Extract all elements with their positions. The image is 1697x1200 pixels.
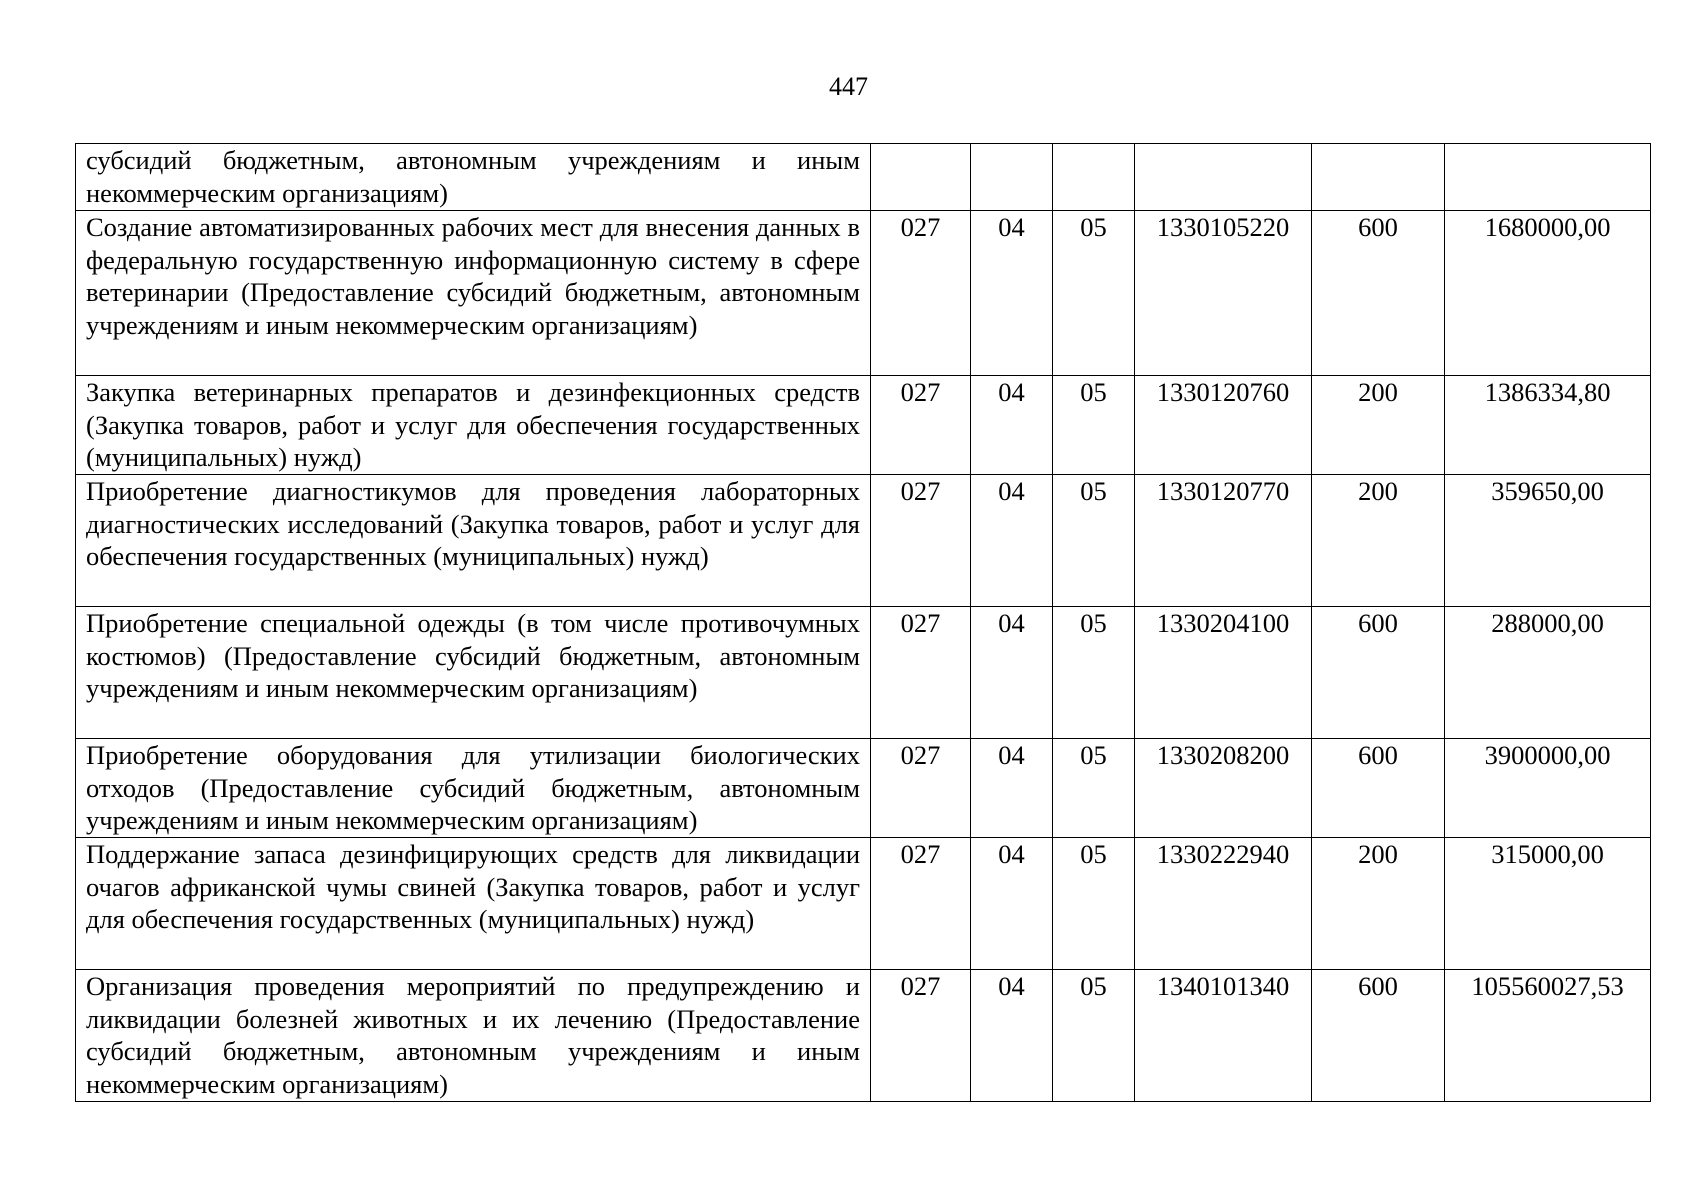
cell-section	[971, 144, 1053, 211]
table-row	[76, 144, 1651, 211]
table-row	[76, 739, 1651, 838]
cell-amount	[1445, 144, 1651, 211]
table-row	[76, 475, 1651, 607]
table-row	[76, 970, 1651, 1102]
row-description: субсидий бюджетным, автономным учреждениям и иным некоммерческим организациям)	[76, 144, 871, 211]
cell-section: 04	[971, 739, 1053, 838]
cell-ved: 027	[871, 607, 971, 739]
cell-expense-type	[1312, 144, 1445, 211]
cell-expense-type: 600	[1312, 970, 1445, 1102]
cell-amount: 315000,00	[1445, 838, 1651, 970]
row-description: Приобретение оборудования для утилизации биологических отходов (Предоставление субсидий бюджетным, автономным учреждениям и иным некоммерческим организациям)	[76, 739, 871, 838]
cell-section: 04	[971, 607, 1053, 739]
cell-subsection: 05	[1053, 970, 1135, 1102]
cell-subsection: 05	[1053, 211, 1135, 376]
cell-amount: 105560027,53	[1445, 970, 1651, 1102]
cell-section: 04	[971, 838, 1053, 970]
cell-ved	[871, 144, 971, 211]
cell-target-article: 1340101340	[1135, 970, 1312, 1102]
cell-ved: 027	[871, 739, 971, 838]
cell-expense-type: 600	[1312, 211, 1445, 376]
cell-target-article: 1330105220	[1135, 211, 1312, 376]
table-row	[76, 838, 1651, 970]
cell-amount: 1680000,00	[1445, 211, 1651, 376]
cell-section: 04	[971, 211, 1053, 376]
cell-section: 04	[971, 475, 1053, 607]
cell-section: 04	[971, 376, 1053, 475]
cell-ved: 027	[871, 475, 971, 607]
cell-subsection: 05	[1053, 838, 1135, 970]
page-number: 447	[829, 72, 868, 101]
cell-expense-type: 600	[1312, 607, 1445, 739]
row-description: Приобретение диагностикумов для проведения лабораторных диагностических исследований (Закупка товаров, работ и услуг для обеспечения государственных (муниципальных) нужд)	[76, 475, 871, 607]
cell-target-article: 1330120770	[1135, 475, 1312, 607]
cell-ved: 027	[871, 970, 971, 1102]
row-description: Приобретение специальной одежды (в том числе противочумных костюмов) (Предоставление субсидий бюджетным, автономным учреждениям и иным некоммерческим организациям)	[76, 607, 871, 739]
table-row	[76, 211, 1651, 376]
cell-amount: 288000,00	[1445, 607, 1651, 739]
cell-ved: 027	[871, 838, 971, 970]
cell-amount: 359650,00	[1445, 475, 1651, 607]
cell-target-article: 1330120760	[1135, 376, 1312, 475]
cell-amount: 1386334,80	[1445, 376, 1651, 475]
cell-target-article: 1330204100	[1135, 607, 1312, 739]
cell-target-article	[1135, 144, 1312, 211]
table-row	[76, 376, 1651, 475]
cell-subsection	[1053, 144, 1135, 211]
row-description: Закупка ветеринарных препаратов и дезинфекционных средств (Закупка товаров, работ и услуг для обеспечения государственных (муниципальных) нужд)	[76, 376, 871, 475]
cell-expense-type: 200	[1312, 376, 1445, 475]
row-description: Создание автоматизированных рабочих мест для внесения данных в федеральную государственную информационную систему в сфере ветеринарии (Предоставление субсидий бюджетным, автономным учреждениям и иным некоммерческим организациям)	[76, 211, 871, 376]
row-description: Поддержание запаса дезинфицирующих средств для ликвидации очагов африканской чумы свиней (Закупка товаров, работ и услуг для обеспечения государственных (муниципальных) нужд)	[76, 838, 871, 970]
cell-expense-type: 600	[1312, 739, 1445, 838]
cell-target-article: 1330222940	[1135, 838, 1312, 970]
cell-subsection: 05	[1053, 739, 1135, 838]
cell-ved: 027	[871, 211, 971, 376]
cell-target-article: 1330208200	[1135, 739, 1312, 838]
cell-subsection: 05	[1053, 607, 1135, 739]
cell-expense-type: 200	[1312, 838, 1445, 970]
table-row	[76, 607, 1651, 739]
cell-subsection: 05	[1053, 475, 1135, 607]
cell-ved: 027	[871, 376, 971, 475]
cell-subsection: 05	[1053, 376, 1135, 475]
budget-table	[75, 143, 1651, 1102]
cell-amount: 3900000,00	[1445, 739, 1651, 838]
row-description: Организация проведения мероприятий по предупреждению и ликвидации болезней животных и их лечению (Предоставление субсидий бюджетным, автономным учреждениям и иным некоммерческим организациям)	[76, 970, 871, 1102]
cell-expense-type: 200	[1312, 475, 1445, 607]
cell-section: 04	[971, 970, 1053, 1102]
